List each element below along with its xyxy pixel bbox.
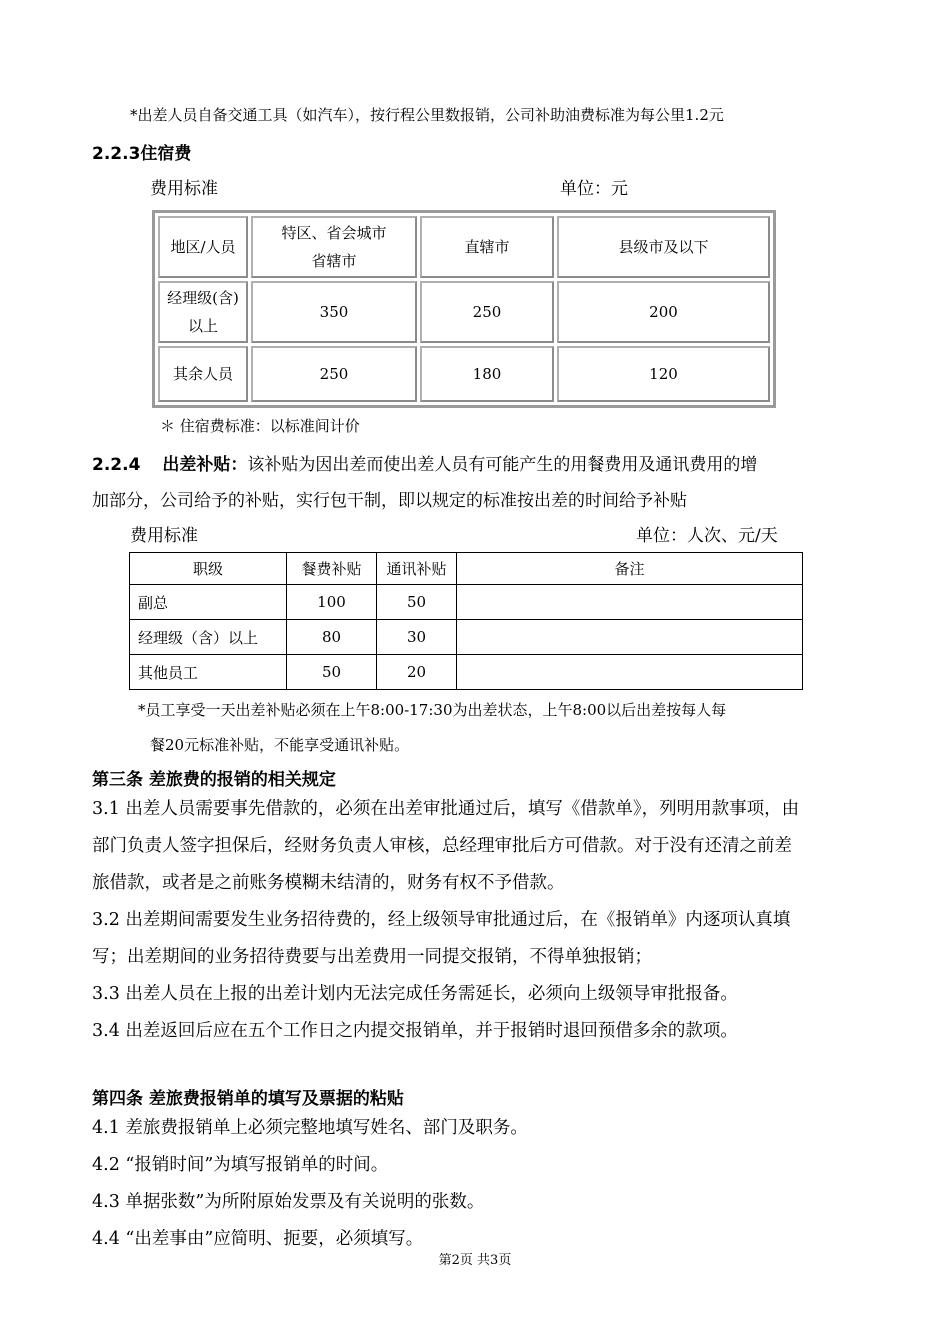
table-row xyxy=(158,346,770,402)
allowance-comm-cell: 20 xyxy=(377,655,457,690)
lodging-value-cell: 250 xyxy=(251,346,417,402)
paragraph-line: 4.4 “出差事由”应简明、扼要，必须填写。 xyxy=(92,1229,424,1249)
lodging-role-cell: 其余人员 xyxy=(158,346,248,402)
page-footer: 第2页 共3页 xyxy=(438,1253,512,1268)
lodging-value-cell: 250 xyxy=(420,281,554,343)
allowance-meal-cell: 80 xyxy=(287,620,377,655)
paragraph-line: 3.1 出差人员需要事先借款的，必须在出差审批通过后，填写《借款单》，列明用款事项，由 xyxy=(92,799,800,819)
allowance-header-cell: 职级 xyxy=(130,553,287,585)
allowance-header-cell: 通讯补贴 xyxy=(377,553,457,585)
paragraph-line: 写；出差期间的业务招待费要与出差费用一同提交报销，不得单独报销； xyxy=(92,947,652,967)
section-2-2-4-number: 2.2.4 xyxy=(92,455,141,475)
paragraph-line: 3.4 出差返回后应在五个工作日之内提交报销单，并于报销时退回预借多余的款项。 xyxy=(92,1021,738,1041)
article-3-title: 第三条 差旅费的报销的相关规定 xyxy=(92,770,336,790)
allowance-comm-cell: 50 xyxy=(377,585,457,620)
lodging-value-cell: 350 xyxy=(251,281,417,343)
allowance-standard-label: 费用标准 xyxy=(130,526,198,546)
allowance-note-line2: 餐20元标准补贴，不能享受通讯补贴。 xyxy=(150,736,410,754)
article-3-1 xyxy=(92,791,799,1050)
lodging-header-line: 省辖市 xyxy=(311,252,357,270)
lodging-header-cell: 县级市及以下 xyxy=(557,216,770,278)
lodging-header-cell: 直辖市 xyxy=(420,216,554,278)
allowance-table xyxy=(129,552,803,690)
allowance-unit: 单位：人次、元/天 xyxy=(636,526,778,546)
lodging-role-cell xyxy=(158,281,248,343)
lodging-value-cell: 180 xyxy=(420,346,554,402)
allowance-level-cell: 副总 xyxy=(130,585,287,620)
allowance-level-cell: 其他员工 xyxy=(130,655,287,690)
paragraph-line: 部门负责人签字担保后，经财务负责人审核，总经理审批后方可借款。对于没有还清之前差 xyxy=(92,836,792,856)
allowance-note-line1: *员工享受一天出差补贴必须在上午8:00-17:30为出差状态，上午8:00以后出差按每人每 xyxy=(138,701,727,719)
table-row xyxy=(158,281,770,343)
lodging-unit: 单位：元 xyxy=(560,179,628,199)
allowance-meal-cell: 100 xyxy=(287,585,377,620)
table-row xyxy=(130,620,803,655)
lodging-role-line: 经理级(含) xyxy=(167,289,239,307)
section-2-2-4-text-cont: 加部分，公司给予的补贴，实行包干制，即以规定的标准按出差的时间给予补贴 xyxy=(92,491,687,511)
lodging-value-cell: 200 xyxy=(557,281,770,343)
lodging-note: ＊ 住宿费标准：以标准间计价 xyxy=(160,417,360,435)
lodging-header-cell xyxy=(251,216,417,278)
allowance-remark-cell xyxy=(457,620,803,655)
section-2-2-4 xyxy=(92,450,757,475)
transport-note: *出差人员自备交通工具（如汽车），按行程公里数报销，公司补助油费标准为每公里1.2元 xyxy=(130,106,724,124)
paragraph-line: 4.1 差旅费报销单上必须完整地填写姓名、部门及职务。 xyxy=(92,1118,528,1138)
paragraph-line: 4.3 单据张数”为所附原始发票及有关说明的张数。 xyxy=(92,1192,485,1212)
paragraph-line: 4.2 “报销时间”为填写报销单的时间。 xyxy=(92,1155,389,1175)
article-4-items xyxy=(92,1110,528,1258)
allowance-meal-cell: 50 xyxy=(287,655,377,690)
allowance-remark-cell xyxy=(457,655,803,690)
lodging-standard-label: 费用标准 xyxy=(150,179,218,199)
section-2-2-3-title: 2.2.3住宿费 xyxy=(92,144,192,164)
paragraph-line: 旅借款，或者是之前账务模糊未结清的，财务有权不予借款。 xyxy=(92,873,565,893)
lodging-role-line: 以上 xyxy=(187,317,218,335)
allowance-header-cell: 餐费补贴 xyxy=(287,553,377,585)
allowance-comm-cell: 30 xyxy=(377,620,457,655)
lodging-table xyxy=(152,210,776,408)
table-row xyxy=(130,655,803,690)
paragraph-line: 3.2 出差期间需要发生业务招待费的，经上级领导审批通过后，在《报销单》内逐项认真填 xyxy=(92,910,791,930)
section-2-2-4-title: 出差补贴： xyxy=(162,455,248,475)
allowance-remark-cell xyxy=(457,585,803,620)
section-2-2-4-text: 该补贴为因出差而使出差人员有可能产生的用餐费用及通讯费用的增 xyxy=(247,455,758,475)
paragraph-line: 3.3 出差人员在上报的出差计划内无法完成任务需延长，必须向上级领导审批报备。 xyxy=(92,984,738,1004)
table-row xyxy=(130,585,803,620)
article-4-title: 第四条 差旅费报销单的填写及票据的粘贴 xyxy=(92,1089,404,1109)
lodging-value-cell: 120 xyxy=(557,346,770,402)
allowance-header-cell: 备注 xyxy=(457,553,803,585)
lodging-header-line: 特区、省会城市 xyxy=(281,224,387,242)
allowance-level-cell: 经理级（含）以上 xyxy=(130,620,287,655)
lodging-header-cell: 地区/人员 xyxy=(158,216,248,278)
